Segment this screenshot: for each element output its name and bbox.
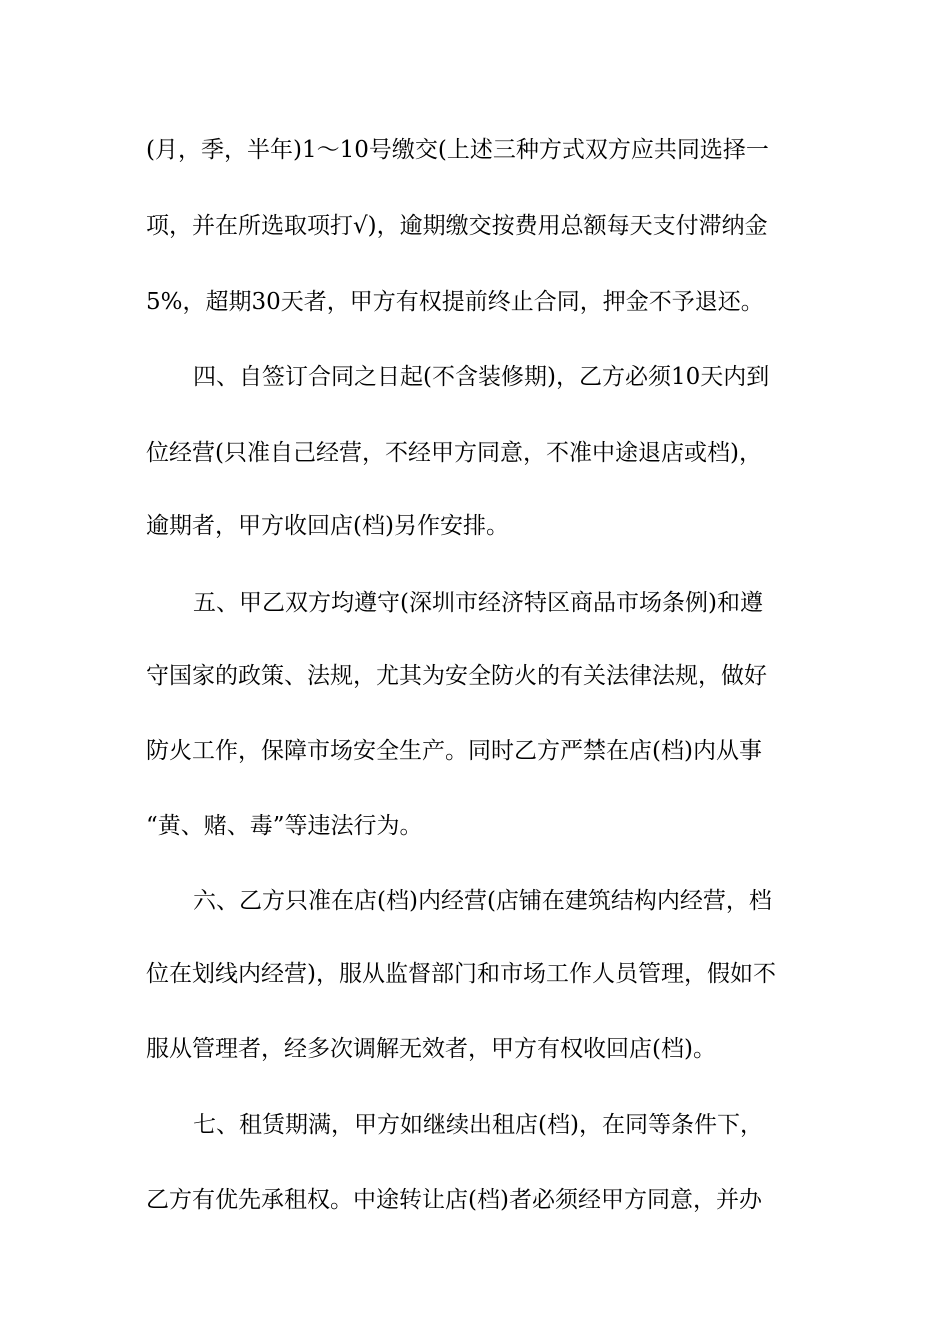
text-line: 项，并在所选取项打√)，逾期缴交按费用总额每天支付滞纳金 bbox=[146, 213, 768, 239]
text-line: “黄、赌、毒”等违法行为。 bbox=[146, 813, 423, 839]
text-line: 守国家的政策、法规，尤其为安全防火的有关法律法规，做好 bbox=[146, 663, 767, 689]
paragraph-start-line: 四、自签订合同之日起(不含装修期)，乙方必须10天内到 bbox=[193, 364, 770, 390]
text-line: 防火工作，保障市场安全生产。同时乙方严禁在店(档)内从事 bbox=[146, 738, 762, 764]
text-line: 位经营(只准自己经营，不经甲方同意，不准中途退店或档)， bbox=[146, 440, 762, 466]
text-line: 乙方有优先承租权。中途转让店(档)者必须经甲方同意，并办 bbox=[146, 1187, 762, 1213]
paragraph-start-line: 七、租赁期满，甲方如继续出租店(档)，在同等条件下， bbox=[193, 1112, 763, 1138]
text-line: (月，季，半年)1～10号缴交(上述三种方式双方应共同选择一 bbox=[146, 137, 769, 163]
paragraph-start-line: 五、甲乙双方均遵守(深圳市经济特区商品市场条例)和遵 bbox=[193, 590, 763, 616]
text-line: 位在划线内经营)，服从监督部门和市场工作人员管理，假如不 bbox=[146, 961, 776, 987]
text-line: 服从管理者，经多次调解无效者，甲方有权收回店(档)。 bbox=[146, 1036, 716, 1062]
paragraph-start-line: 六、乙方只准在店(档)内经营(店铺在建筑结构内经营，档 bbox=[193, 888, 772, 914]
text-line: 5%，超期30天者，甲方有权提前终止合同，押金不予退还。 bbox=[146, 289, 764, 315]
text-line: 逾期者，甲方收回店(档)另作安排。 bbox=[146, 513, 509, 539]
